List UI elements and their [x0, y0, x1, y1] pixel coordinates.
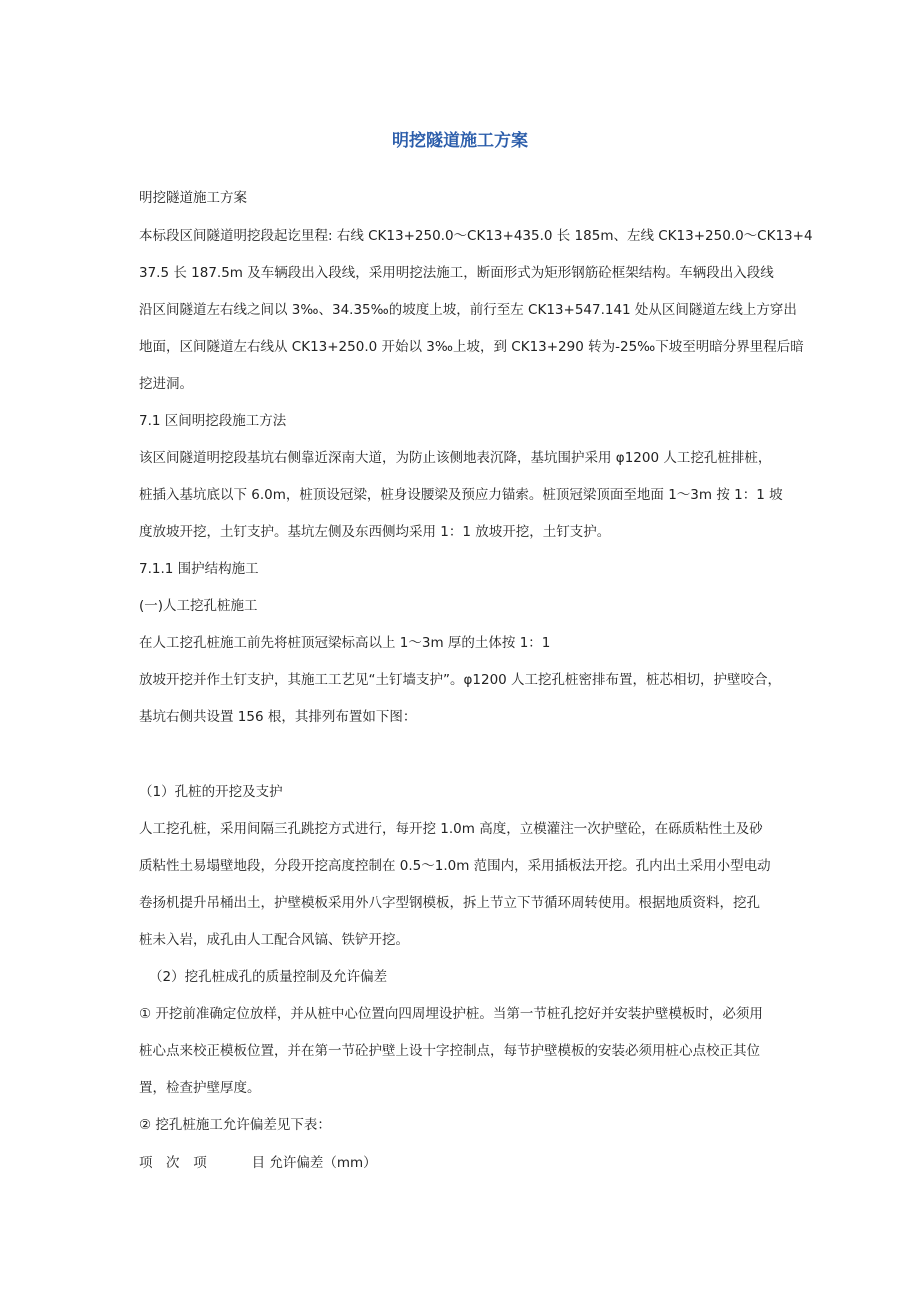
- section-heading: （2）挖孔桩成孔的质量控制及允许偏差: [149, 969, 388, 985]
- section-heading: 7.1.1 围护结构施工: [139, 561, 259, 577]
- paragraph-line: 沿区间隧道左右线之间以 3‰、34.35‰的坡度上坡，前行至左 CK13+547.141 处从区间隧道左线上方穿出: [139, 302, 797, 318]
- table-header-col1: 项 次: [139, 1155, 180, 1171]
- subtitle-line: 明挖隧道施工方案: [139, 190, 247, 206]
- paragraph-line: 桩未入岩，成孔由人工配合风镐、铁铲开挖。: [139, 932, 409, 948]
- paragraph-line: ① 开挖前准确定位放样，并从桩中心位置向四周埋设护桩。当第一节桩孔挖好并安装护壁模板时，必须用: [139, 1006, 763, 1022]
- paragraph-line: 桩插入基坑底以下 6.0m，桩顶设冠梁，桩身设腰梁及预应力锚索。桩顶冠梁顶面至地面 1～3m 按 1：1 坡: [139, 487, 783, 503]
- paragraph-line: 基坑右侧共设置 156 根，其排列布置如下图：: [139, 709, 417, 725]
- paragraph-line: 该区间隧道明挖段基坑右侧靠近深南大道，为防止该侧地表沉降，基坑围护采用 φ1200 人工挖孔桩排桩，: [139, 450, 772, 466]
- section-heading: （1）孔桩的开挖及支护: [139, 784, 283, 800]
- paragraph-line: 放坡开挖并作土钉支护，其施工工艺见“土钉墙支护”。φ1200 人工挖孔桩密排布置，桩芯相切，护壁咬合，: [139, 672, 782, 688]
- paragraph-line: 卷扬机提升吊桶出土，护壁模板采用外八字型钢模板，拆上节立下节循环周转使用。根据地质资料，挖孔: [139, 895, 760, 911]
- paragraph-line: 度放坡开挖，土钉支护。基坑左侧及东西侧均采用 1：1 放坡开挖，土钉支护。: [139, 524, 611, 540]
- paragraph-line: 在人工挖孔桩施工前先将桩顶冠梁标高以上 1～3m 厚的土体按 1：1: [139, 635, 551, 651]
- paragraph-line: 挖进洞。: [139, 376, 193, 392]
- document-title: 明挖隧道施工方案: [392, 131, 528, 151]
- section-heading: (一)人工挖孔桩施工: [139, 598, 258, 614]
- table-header-col3: 目 允许偏差（mm）: [251, 1155, 377, 1171]
- paragraph-line: 桩心点来校正模板位置，并在第一节砼护壁上设十字控制点，每节护壁模板的安装必须用桩心点校正其位: [139, 1043, 760, 1059]
- table-header-col2: 项: [193, 1155, 207, 1171]
- paragraph-line: ② 挖孔桩施工允许偏差见下表：: [139, 1117, 331, 1133]
- paragraph-line: 本标段区间隧道明挖段起讫里程: 右线 CK13+250.0～CK13+435.0 长 185m、左线 CK13+250.0～CK13+4: [139, 228, 813, 244]
- paragraph-line: 置，检查护壁厚度。: [139, 1080, 261, 1096]
- paragraph-line: 质粘性土易塌壁地段，分段开挖高度控制在 0.5～1.0m 范围内，采用插板法开挖。孔内出土采用小型电动: [139, 858, 771, 874]
- section-heading: 7.1 区间明挖段施工方法: [139, 413, 287, 429]
- paragraph-line: 人工挖孔桩，采用间隔三孔跳挖方式进行，每开挖 1.0m 高度，立模灌注一次护壁砼，在砾质粘性土及砂: [139, 821, 763, 837]
- paragraph-line: 37.5 长 187.5m 及车辆段出入段线，采用明挖法施工，断面形式为矩形钢筋砼框架结构。车辆段出入段线: [139, 265, 774, 281]
- table-header-row: [139, 1154, 789, 1172]
- paragraph-line: 地面，区间隧道左右线从 CK13+250.0 开始以 3‰上坡，到 CK13+290 转为-25‰下坡至明暗分界里程后暗: [139, 339, 804, 355]
